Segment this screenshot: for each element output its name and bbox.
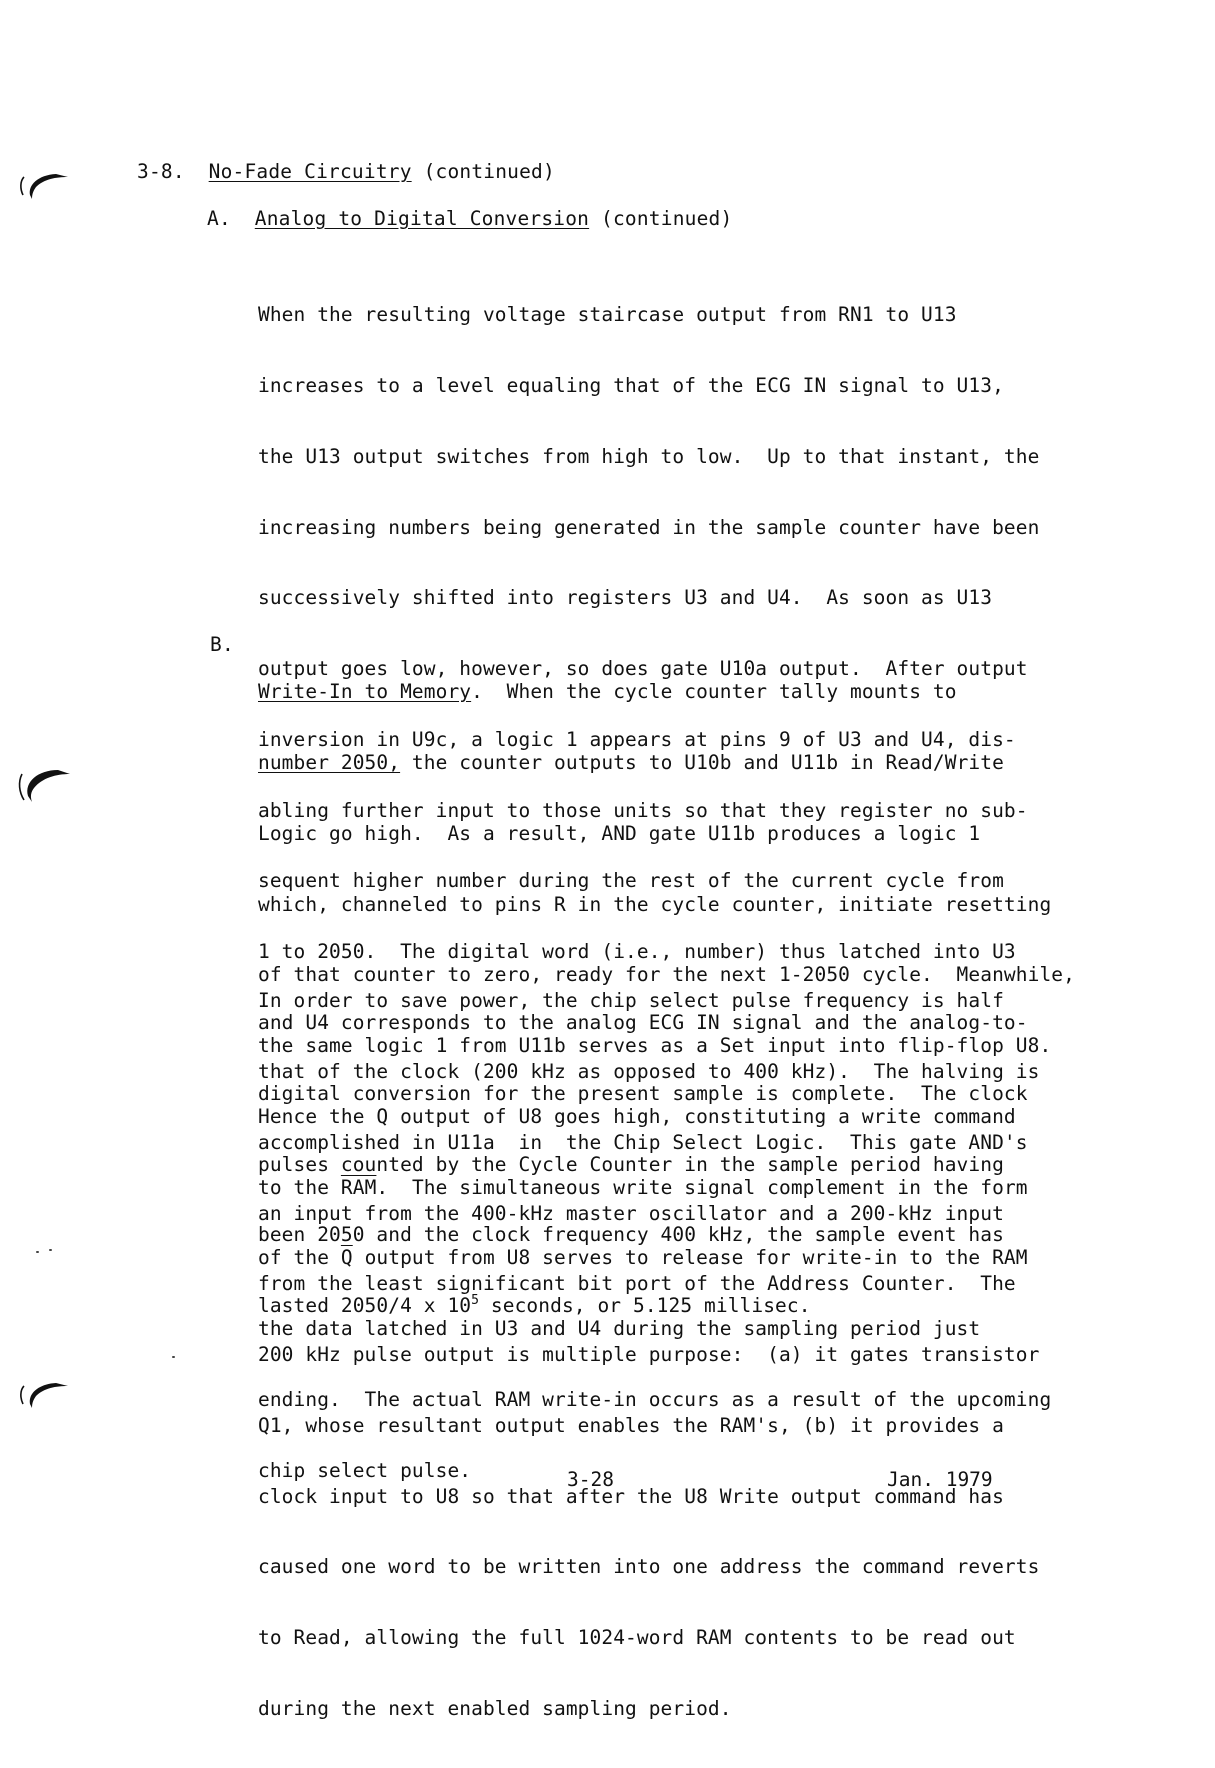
subsection-b-line2: the counter outputs to U10b and U11b in Read/Write [400,750,1004,774]
text-line: successively shifted into registers U3 and U4. As soon as U13 [258,586,993,610]
exponent-line-start: lasted 2050/4 x 10 [258,1294,472,1318]
qbar-line-start: of the [258,1246,341,1270]
subsection-a-header [207,207,732,230]
text-line: digital conversion for the present sample is complete. The clock [258,1081,1028,1105]
exponent-line-end: seconds, or 5.125 millisec. [479,1294,811,1318]
text-line: caused one word to be written into one address the command reverts [258,1555,1040,1579]
subsection-b-underlined-number: number 2050, [258,750,401,774]
section-suffix: (continued) [411,160,555,183]
ram-line-start: to the [258,1175,341,1199]
text-line: clock input to U8 so that after the U8 Write output command has [258,1484,1004,1508]
text-line: output goes low, however, so does gate U10a output. After output [258,657,1028,681]
text-line: which, channeled to pins R in the cycle counter, initiate resetting [258,892,1052,916]
subsection-b-title: Write-In to Memory [258,680,472,704]
scan-speck [172,1356,175,1358]
text-line: sequent higher number during the rest of the current cycle from [258,869,1004,893]
text-line [258,751,1088,775]
qbar-overlined: $\overline{Q}$ [340,1246,353,1270]
scan-speck [36,1251,39,1253]
subsection-a-letter: A. [207,207,231,230]
text-line: to Read, allowing the full 1024-word RAM contents to be read out [258,1626,1016,1650]
chip-select-paragraph [258,942,1088,1768]
text-line: pulses counted by the Cycle Counter in the sample period having [258,1152,1004,1176]
text-line: the same logic 1 from U11b serves as a Set input into flip-flop U8. [258,1034,1052,1058]
text-line: accomplished in U11a in the Chip Select Logic. This gate AND's [258,1130,1028,1154]
subsection-a-title: Analog to Digital Conversion [254,207,590,230]
text-line: In order to save power, the chip select pulse frequency is half [258,989,1004,1013]
revision-date: Jan. 1979 [887,1468,993,1491]
subsection-a-suffix: (continued) [589,207,733,230]
text-line: Hence the Q output of U8 goes high, constituting a write command [258,1104,1016,1128]
text-line: increases to a level equaling that of the ECG IN signal to U13, [258,373,1004,397]
punch-hole-icon [16,165,76,205]
section-number: 3-8. [137,160,185,183]
text-line: 1 to 2050. The digital word (i.e., number) thus latched into U3 [258,940,1016,964]
text-line: an input from the 400-kHz master oscillator and a 200-kHz input [258,1201,1004,1225]
text-line: been 2050 and the clock frequency 400 kHz, the sample event has [258,1223,1004,1247]
text-line: the data latched in U3 and U4 during the sampling period just [258,1317,981,1341]
text-line: and U4 corresponds to the analog ECG IN signal and the analog-to- [258,1011,1028,1034]
subsection-b-letter: B. [210,633,234,656]
section-header [137,160,555,183]
ram-line-end: . The simultaneous write signal complement in the form [376,1175,1028,1199]
text-line: When the resulting voltage staircase output from RN1 to U13 [258,303,957,327]
text-line: abling further input to those units so that they register no sub- [258,798,1028,822]
punch-hole-icon [16,1374,76,1414]
text-line: that of the clock (200 kHz as opposed to 400 kHz). The halving is [258,1059,1040,1083]
text-line: Q1, whose resultant output enables the RAM's, (b) it provides a [258,1413,1004,1437]
text-line: chip select pulse. [258,1458,472,1482]
qbar-line-end: output from U8 serves to release for write-in to the RAM [352,1246,1028,1270]
text-line: 200 kHz pulse output is multiple purpose: (a) it gates transistor [258,1343,1040,1367]
text-line: Logic go high. As a result, AND gate U11b produces a logic 1 [258,821,981,845]
exponent-superscript: 5 [471,1293,480,1309]
subsection-b-first-line: . When the cycle counter tally mounts to [471,680,957,704]
text-line [258,680,1088,704]
text-line: inversion in U9c, a logic 1 appears at pins 9 of U3 and U4, dis- [258,727,1016,751]
section-title: No-Fade Circuitry [208,160,412,183]
text-line: increasing numbers being generated in the sample counter have been [258,515,1040,539]
page-number: 3-28 [567,1468,614,1491]
text-line: ending. The actual RAM write-in occurs as a result of the upcoming [258,1388,1052,1411]
scan-speck [49,1249,52,1251]
text-line: from the least significant bit port of the Address Counter. The [258,1272,1016,1296]
text-line: during the next enabled sampling period. [258,1697,732,1720]
text-line: of that counter to zero, ready for the next 1-2050 cycle. Meanwhile, [258,963,1075,987]
text-line: the U13 output switches from high to low. Up to that instant, the [258,444,1040,468]
punch-hole-icon [16,760,76,800]
ram-overlined: $\overline{RAM}$ [340,1175,377,1199]
